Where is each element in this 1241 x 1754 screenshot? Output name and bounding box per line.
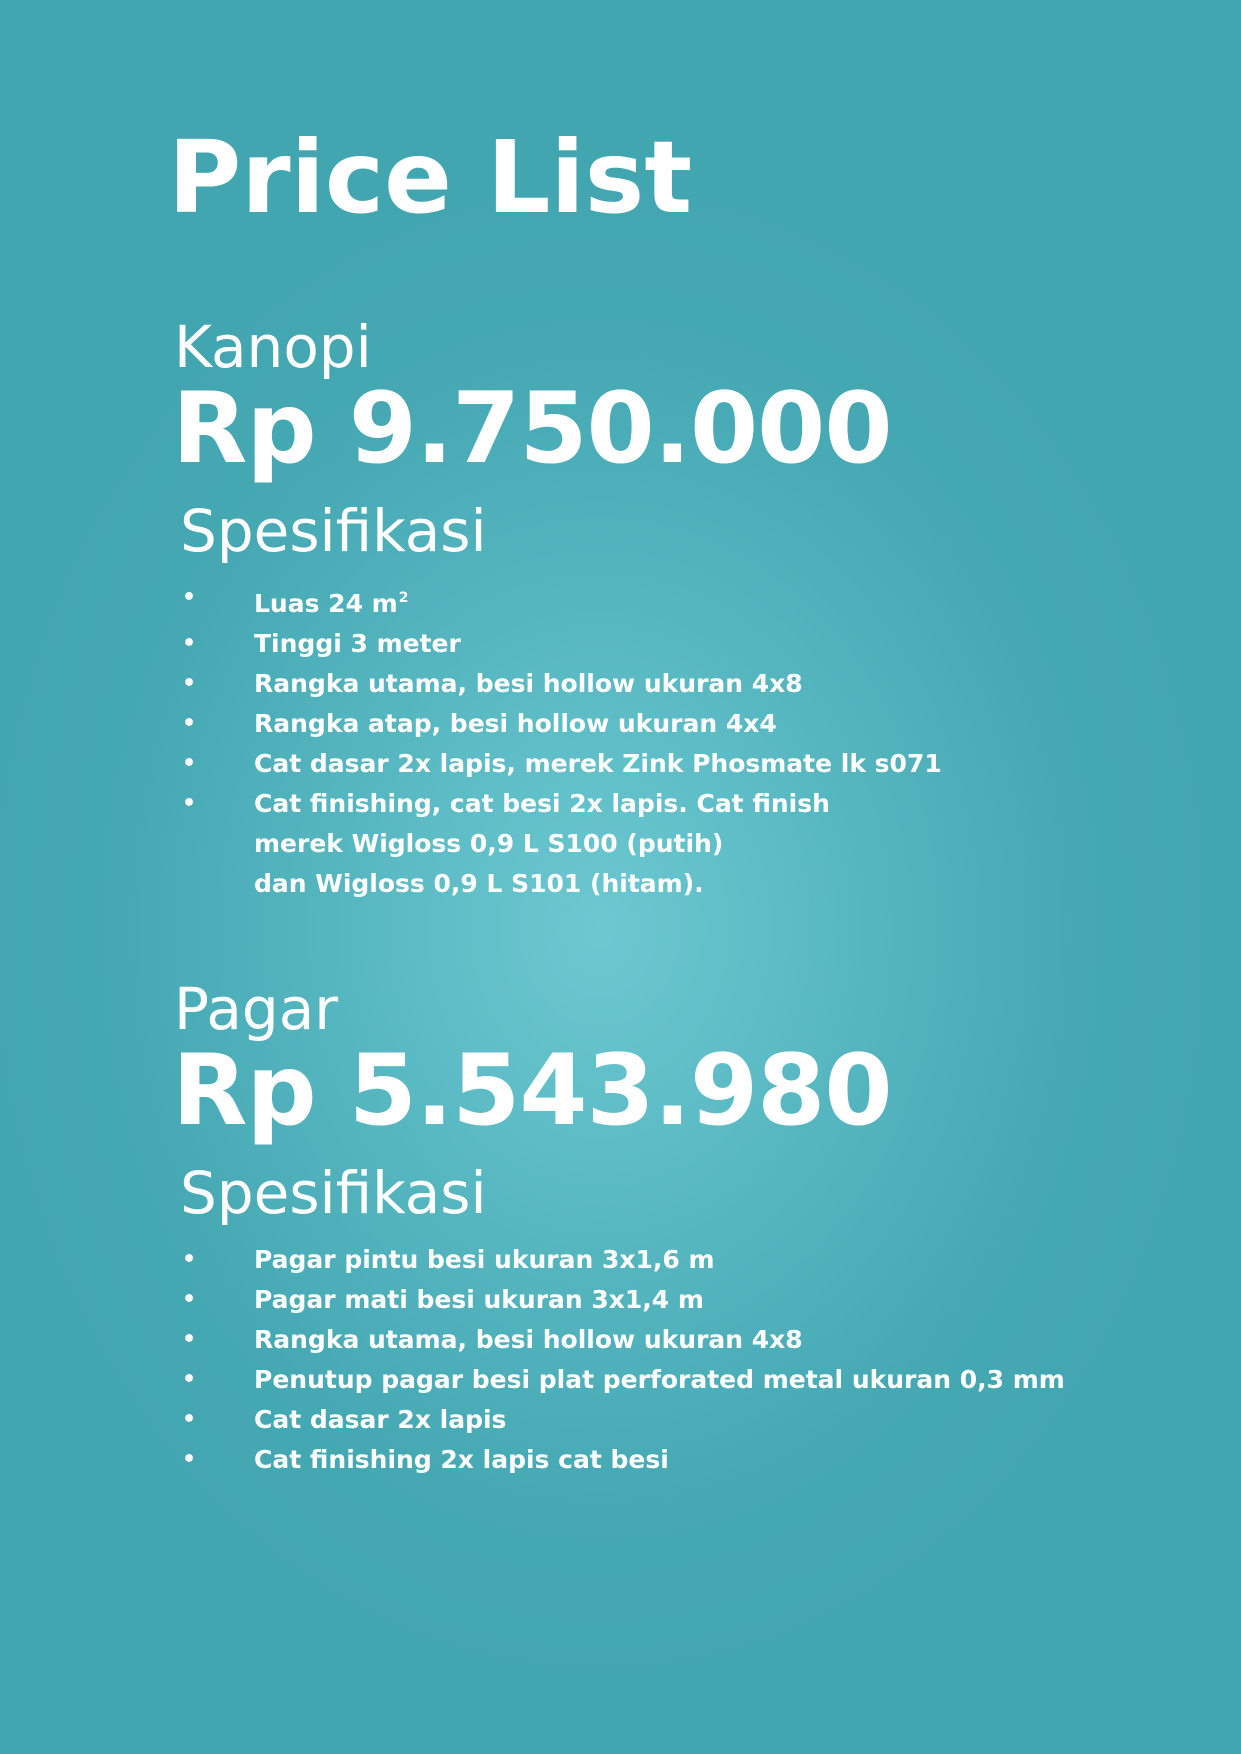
- spec-item: [174, 1240, 1065, 1280]
- bullet-icon: •: [182, 751, 197, 776]
- product-price: Rp 5.543.980: [172, 1034, 892, 1148]
- spec-text: Cat finishing, cat besi 2x lapis. Cat finish merek Wigloss 0,9 L S100 (putih) dan Wigloss 0,9 L S101 (hitam).: [254, 789, 830, 898]
- product-name: Pagar: [174, 975, 339, 1043]
- bullet-icon: •: [182, 1367, 197, 1392]
- bullet-icon: •: [182, 1407, 197, 1432]
- spec-text: Rangka atap, besi hollow ukuran 4x4: [254, 709, 777, 738]
- spec-text: Rangka utama, besi hollow ukuran 4x8: [254, 1325, 803, 1354]
- spec-text: Cat dasar 2x lapis, merek Zink Phosmate lk s071: [254, 749, 942, 778]
- spec-text: Pagar pintu besi ukuran 3x1,6 m: [254, 1245, 715, 1274]
- spec-item: [174, 664, 942, 704]
- spec-text: Pagar mati besi ukuran 3x1,4 m: [254, 1285, 704, 1314]
- spec-item: [174, 578, 942, 624]
- spec-item: [174, 704, 942, 744]
- bullet-icon: •: [182, 1447, 197, 1472]
- spec-text: Rangka utama, besi hollow ukuran 4x8: [254, 669, 803, 698]
- spec-text: Tinggi 3 meter: [254, 629, 461, 658]
- product-price: Rp 9.750.000: [172, 372, 892, 486]
- spec-text: Cat finishing 2x lapis cat besi: [254, 1445, 669, 1474]
- bullet-icon: •: [182, 631, 197, 656]
- product-name: Kanopi: [174, 313, 372, 381]
- spec-list: [174, 1240, 1065, 1480]
- spec-heading: Spesifikasi: [180, 1159, 487, 1227]
- spec-text: Cat dasar 2x lapis: [254, 1405, 507, 1434]
- spec-item: [174, 624, 942, 664]
- spec-item: [174, 1360, 1065, 1400]
- spec-list: [174, 578, 942, 904]
- page-title: Price List: [168, 119, 693, 236]
- spec-item: [174, 744, 942, 784]
- bullet-icon: •: [182, 671, 197, 696]
- bullet-icon: •: [182, 585, 197, 610]
- section-kanopi: [172, 313, 942, 904]
- bullet-icon: •: [182, 711, 197, 736]
- spec-item: [174, 1440, 1065, 1480]
- spec-item: [174, 784, 942, 904]
- bullet-icon: •: [182, 1247, 197, 1272]
- section-pagar: [172, 975, 1065, 1480]
- spec-text: Penutup pagar besi plat perforated metal ukuran 0,3 mm: [254, 1365, 1065, 1394]
- spec-text: Luas 24 m: [254, 589, 398, 618]
- spec-item: [174, 1320, 1065, 1360]
- spec-item: [174, 1280, 1065, 1320]
- superscript: 2: [398, 590, 409, 606]
- bullet-icon: •: [182, 791, 197, 816]
- spec-item: [174, 1400, 1065, 1440]
- bullet-icon: •: [182, 1287, 197, 1312]
- spec-heading: Spesifikasi: [180, 497, 487, 565]
- bullet-icon: •: [182, 1327, 197, 1352]
